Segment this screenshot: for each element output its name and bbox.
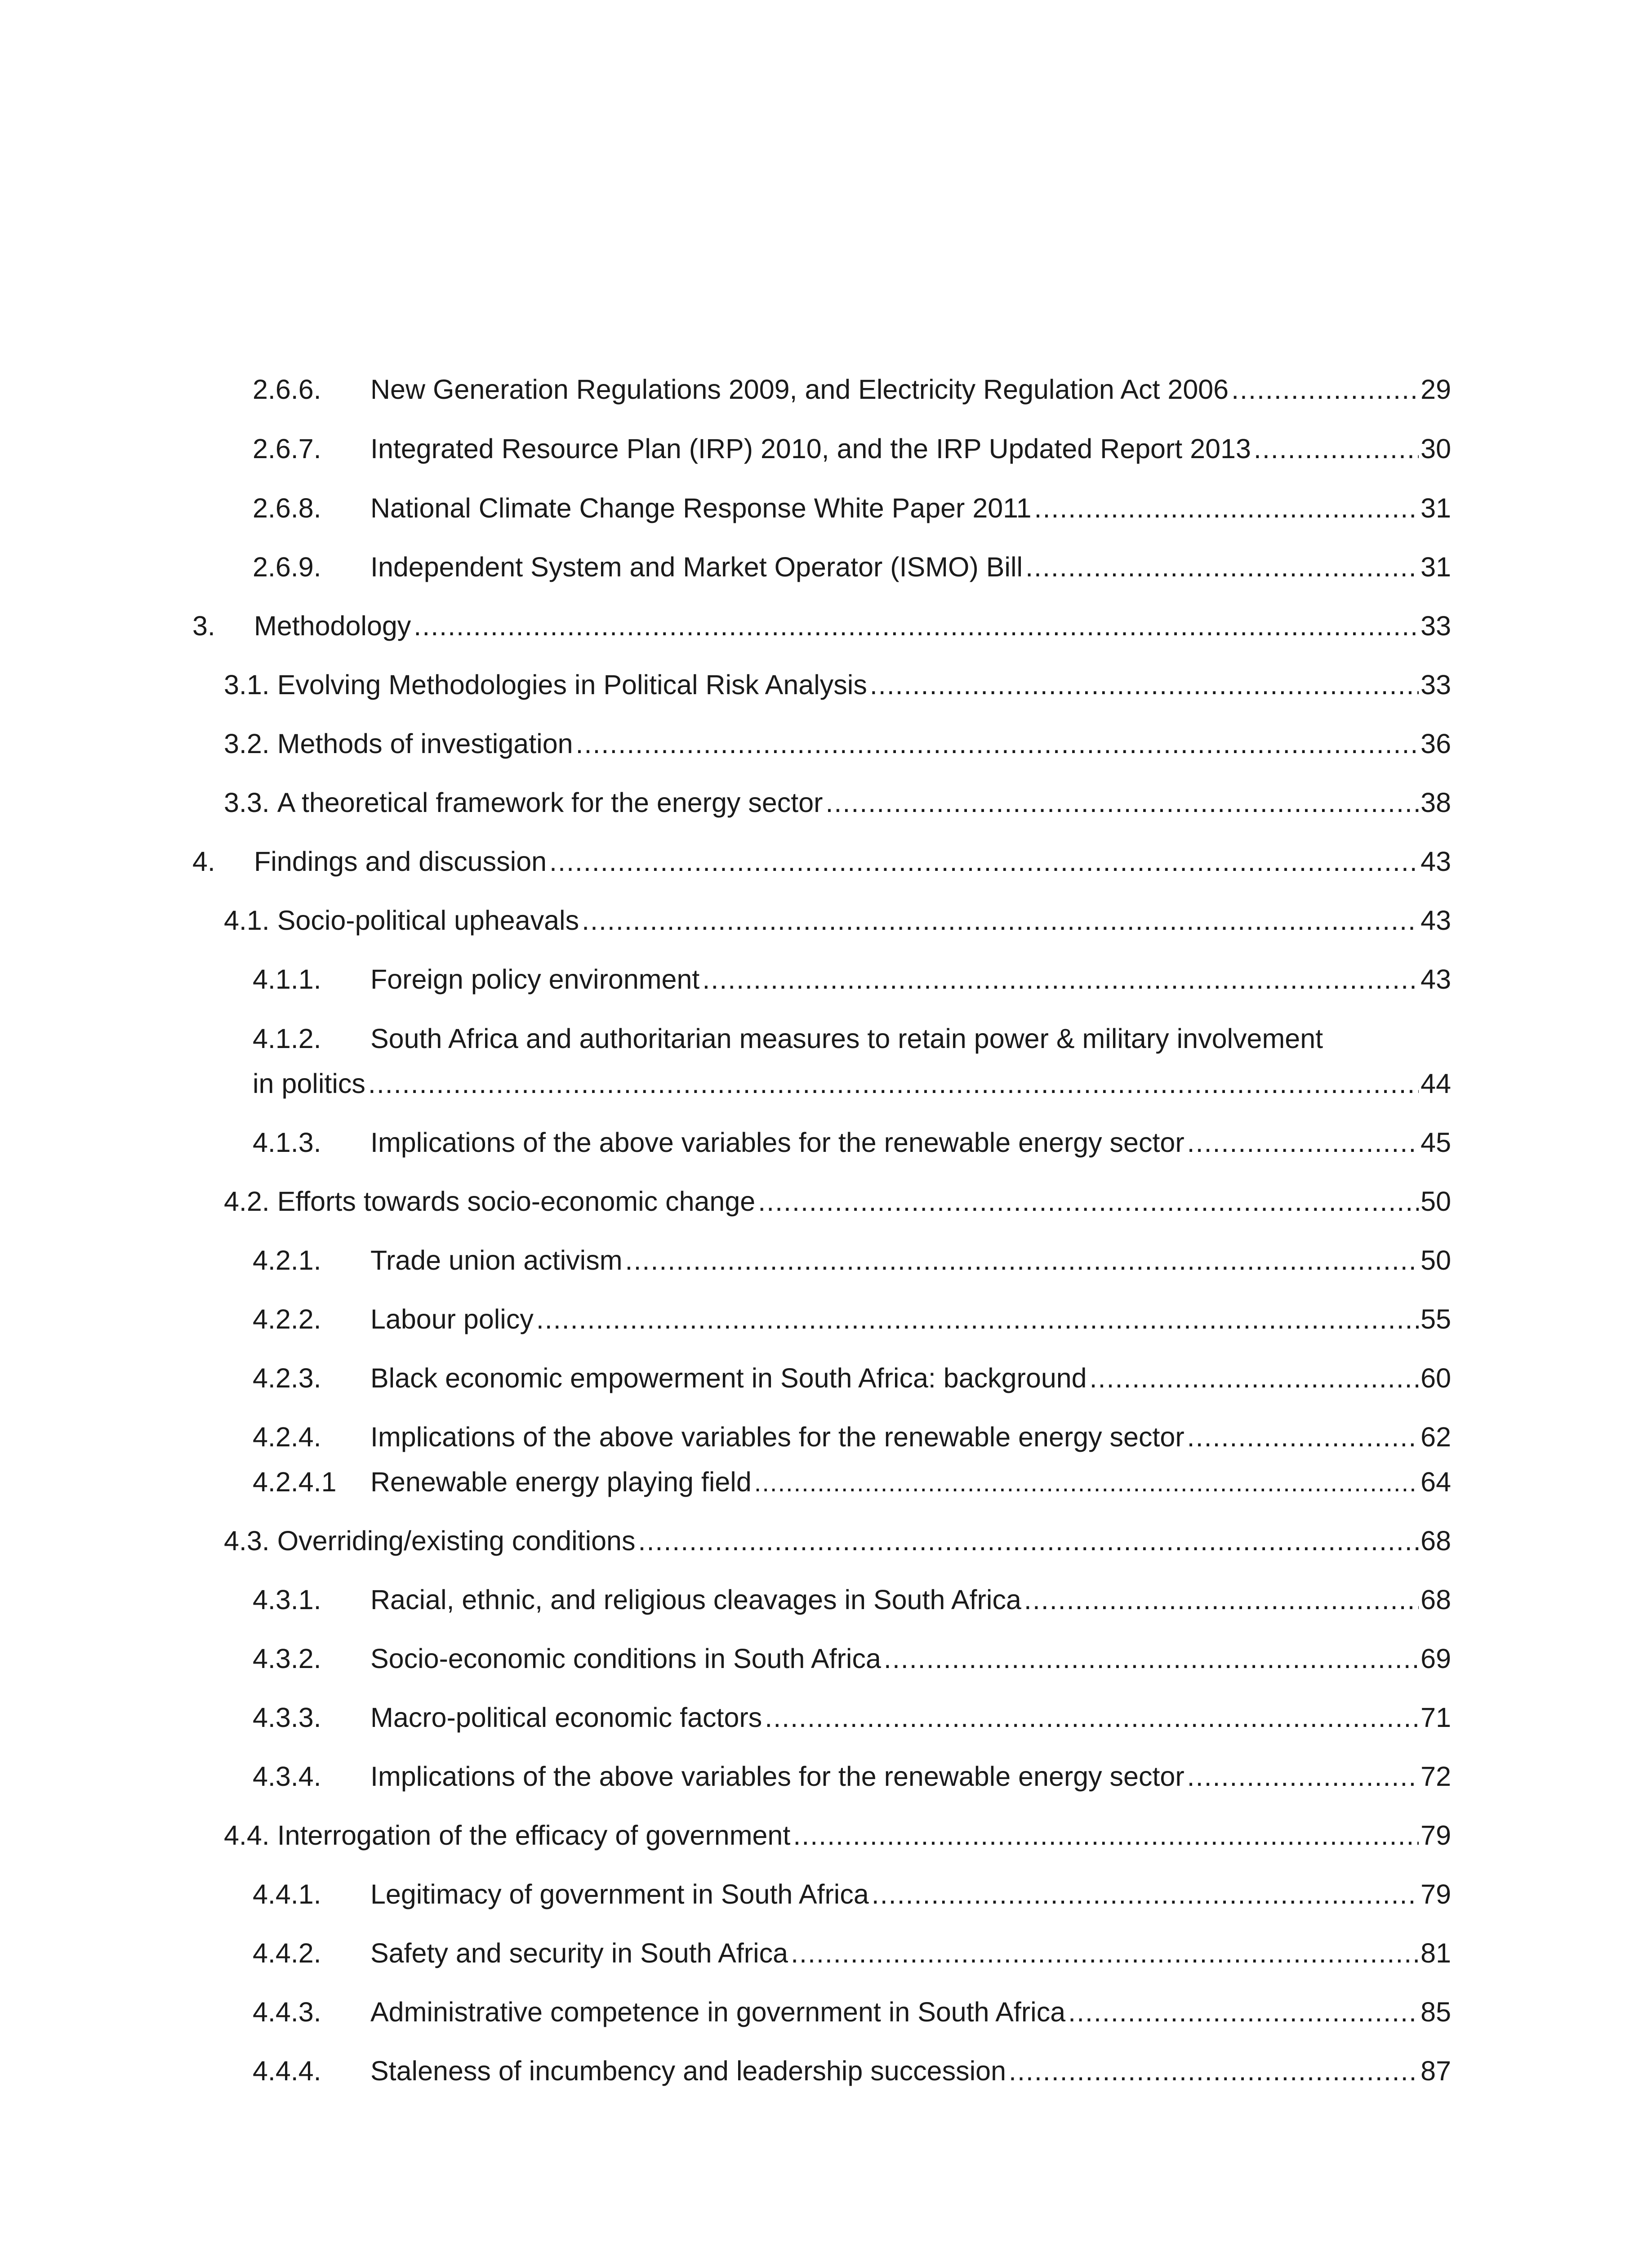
dot-leader <box>414 608 1419 644</box>
toc-entry[interactable] <box>253 1419 1451 1455</box>
toc-entry[interactable] <box>192 608 1451 644</box>
toc-page-number: 79 <box>1420 1879 1451 1909</box>
toc-title: Findings and discussion <box>254 846 547 877</box>
toc-page-number: 43 <box>1420 846 1451 877</box>
toc-page-number: 31 <box>1420 552 1451 582</box>
toc-entry[interactable] <box>224 902 1451 938</box>
toc-title: Administrative competence in government in South Africa <box>370 1997 1066 2027</box>
toc-entry[interactable] <box>253 1935 1451 1971</box>
toc-page-number: 72 <box>1420 1761 1451 1792</box>
dot-leader <box>825 785 1419 821</box>
toc-page-number: 64 <box>1420 1467 1451 1497</box>
toc-title: Racial, ethnic, and religious cleavages in South Africa <box>370 1584 1021 1615</box>
toc-number: 4. <box>192 846 215 877</box>
toc-title: Efforts towards socio-economic change <box>277 1186 756 1217</box>
toc-entry[interactable] <box>224 1523 1451 1559</box>
toc-number: 4.1.2. <box>253 1023 321 1054</box>
toc-page-number: 45 <box>1420 1127 1451 1158</box>
toc-page-number: 36 <box>1420 728 1451 759</box>
toc-title: Evolving Methodologies in Political Risk Analysis <box>277 669 867 700</box>
toc-number: 2.6.7. <box>253 433 321 464</box>
toc-title: Implications of the above variables for the renewable energy sector <box>370 1422 1184 1452</box>
toc-number: 4.3. <box>224 1525 270 1556</box>
toc-entry[interactable] <box>253 1699 1451 1735</box>
toc-entry[interactable] <box>253 1124 1451 1160</box>
dot-leader <box>754 1465 1419 1501</box>
toc-page-number: 31 <box>1420 493 1451 523</box>
toc-entry[interactable] <box>253 1066 1451 1102</box>
toc-page-number: 30 <box>1420 433 1451 464</box>
toc-number: 4.2. <box>224 1186 270 1217</box>
toc-number: 4.3.1. <box>253 1584 321 1615</box>
dot-leader <box>1254 431 1419 467</box>
toc-entry[interactable] <box>224 1183 1451 1219</box>
dot-leader <box>791 1935 1419 1971</box>
toc-page-number: 68 <box>1420 1525 1451 1556</box>
toc-entry[interactable] <box>192 843 1451 879</box>
dot-leader <box>793 1817 1419 1853</box>
toc-title: Independent System and Market Operator (ISMO) Bill <box>370 552 1023 582</box>
dot-leader <box>582 902 1419 938</box>
dot-leader <box>1068 1994 1419 2030</box>
toc-page-number: 33 <box>1420 669 1451 700</box>
toc-entry[interactable] <box>253 2053 1451 2089</box>
dot-leader <box>536 1301 1419 1337</box>
toc-title: Safety and security in South Africa <box>370 1938 788 1968</box>
toc-title-line1: South Africa and authoritarian measures to retain power & military involvement <box>370 1023 1323 1054</box>
toc-page-number: 43 <box>1420 964 1451 995</box>
toc-title: Implications of the above variables for the renewable energy sector <box>370 1127 1184 1158</box>
toc-number: 2.6.6. <box>253 374 321 405</box>
dot-leader <box>1034 490 1419 526</box>
dot-leader <box>870 667 1419 703</box>
toc-number: 4.1. <box>224 905 270 936</box>
toc-entry[interactable] <box>253 1464 1451 1500</box>
dot-leader <box>368 1066 1419 1102</box>
toc-title: Socio-economic conditions in South Africa <box>370 1643 881 1674</box>
dot-leader <box>1231 371 1419 407</box>
toc-title: National Climate Change Response White Paper 2011 <box>370 493 1032 523</box>
toc-title: Implications of the above variables for the renewable energy sector <box>370 1761 1184 1792</box>
dot-leader <box>576 726 1419 762</box>
toc-number: 2.6.9. <box>253 552 321 582</box>
toc-title-line2: in politics <box>253 1068 365 1099</box>
toc-title: Trade union activism <box>370 1245 623 1276</box>
toc-entry[interactable] <box>253 1641 1451 1677</box>
toc-page-number: 33 <box>1420 611 1451 641</box>
dot-leader <box>1009 2053 1419 2089</box>
toc-title: Methods of investigation <box>277 728 573 759</box>
toc-title: Black economic empowerment in South Africa: background <box>370 1363 1087 1393</box>
toc-number: 3. <box>192 611 215 641</box>
toc-number: 4.3.3. <box>253 1702 321 1733</box>
dot-leader <box>549 843 1419 879</box>
dot-leader <box>702 961 1419 997</box>
toc-entry[interactable] <box>224 1817 1451 1853</box>
dot-leader <box>758 1183 1419 1219</box>
toc-page-number: 60 <box>1420 1363 1451 1393</box>
toc-page-number: 79 <box>1420 1820 1451 1851</box>
dot-leader <box>1024 1582 1419 1618</box>
toc-page-number: 50 <box>1420 1186 1451 1217</box>
toc-title: Staleness of incumbency and leadership succession <box>370 2056 1006 2086</box>
toc-title: New Generation Regulations 2009, and Electricity Regulation Act 2006 <box>370 374 1229 405</box>
dot-leader <box>1187 1419 1419 1455</box>
toc-page-number: 44 <box>1420 1068 1451 1099</box>
toc-title: Methodology <box>254 611 411 641</box>
toc-number: 4.4.3. <box>253 1997 321 2027</box>
toc-number: 4.4. <box>224 1820 270 1851</box>
toc-number: 4.4.1. <box>253 1879 321 1909</box>
dot-leader <box>625 1242 1419 1278</box>
toc-number: 4.2.3. <box>253 1363 321 1393</box>
toc-entry[interactable] <box>253 490 1451 526</box>
toc-page-number: 38 <box>1420 787 1451 818</box>
toc-entry[interactable] <box>253 431 1451 467</box>
dot-leader <box>1025 549 1419 585</box>
toc-number: 4.2.2. <box>253 1304 321 1334</box>
toc-page-number: 69 <box>1420 1643 1451 1674</box>
toc-entry-first-line[interactable] <box>253 1021 1323 1057</box>
toc-number: 4.2.1. <box>253 1245 321 1276</box>
dot-leader <box>1187 1758 1419 1794</box>
toc-title: Labour policy <box>370 1304 534 1334</box>
dot-leader <box>638 1523 1419 1559</box>
toc-number: 4.4.2. <box>253 1938 321 1968</box>
toc-entry[interactable] <box>253 1582 1451 1618</box>
dot-leader <box>884 1641 1419 1677</box>
toc-number: 4.1.1. <box>253 964 321 995</box>
toc-number: 4.2.4. <box>253 1422 321 1452</box>
toc-entry[interactable] <box>253 549 1451 585</box>
toc-title: Legitimacy of government in South Africa <box>370 1879 869 1909</box>
toc-entry[interactable] <box>253 371 1451 407</box>
toc-title: Macro-political economic factors <box>370 1702 762 1733</box>
toc-number: 3.1. <box>224 669 270 700</box>
toc-page-number: 71 <box>1420 1702 1451 1733</box>
toc-title: Socio-political upheavals <box>277 905 579 936</box>
toc-page-number: 29 <box>1420 374 1451 405</box>
toc-entry[interactable] <box>253 1301 1451 1337</box>
toc-title: Renewable energy playing field <box>370 1467 752 1497</box>
toc-entry[interactable] <box>253 1242 1451 1278</box>
toc-number: 4.3.4. <box>253 1761 321 1792</box>
toc-number: 4.1.3. <box>253 1127 321 1158</box>
toc-entry[interactable] <box>253 1876 1451 1912</box>
toc-page-number: 50 <box>1420 1245 1451 1276</box>
toc-entry[interactable] <box>253 1758 1451 1794</box>
toc-page-number: 68 <box>1420 1584 1451 1615</box>
dot-leader <box>765 1699 1419 1735</box>
toc-page-number: 55 <box>1420 1304 1451 1334</box>
toc-title: A theoretical framework for the energy sector <box>277 787 823 818</box>
toc-number: 4.2.4.1 <box>253 1467 337 1497</box>
toc-entry[interactable] <box>253 961 1451 997</box>
toc-title: Overriding/existing conditions <box>277 1525 636 1556</box>
toc-entry[interactable] <box>253 1994 1451 2030</box>
toc-number: 4.3.2. <box>253 1643 321 1674</box>
toc-page-number: 87 <box>1420 2056 1451 2086</box>
toc-number: 3.3. <box>224 787 270 818</box>
toc-page-number: 43 <box>1420 905 1451 936</box>
toc-title: Interrogation of the efficacy of government <box>277 1820 791 1851</box>
toc-number: 3.2. <box>224 728 270 759</box>
toc-entry[interactable] <box>224 785 1451 821</box>
toc-page-number: 81 <box>1420 1938 1451 1968</box>
toc-title: Foreign policy environment <box>370 964 700 995</box>
toc-page-number: 62 <box>1420 1422 1451 1452</box>
dot-leader <box>1187 1124 1419 1160</box>
toc-entry[interactable] <box>224 667 1451 703</box>
toc-entry[interactable] <box>253 1360 1451 1396</box>
toc-number: 2.6.8. <box>253 493 321 523</box>
toc-entry[interactable] <box>224 726 1451 762</box>
toc-page-number: 85 <box>1420 1997 1451 2027</box>
toc-title: Integrated Resource Plan (IRP) 2010, and the IRP Updated Report 2013 <box>370 433 1251 464</box>
dot-leader <box>1090 1360 1419 1396</box>
toc-number: 4.4.4. <box>253 2056 321 2086</box>
dot-leader <box>872 1876 1419 1912</box>
